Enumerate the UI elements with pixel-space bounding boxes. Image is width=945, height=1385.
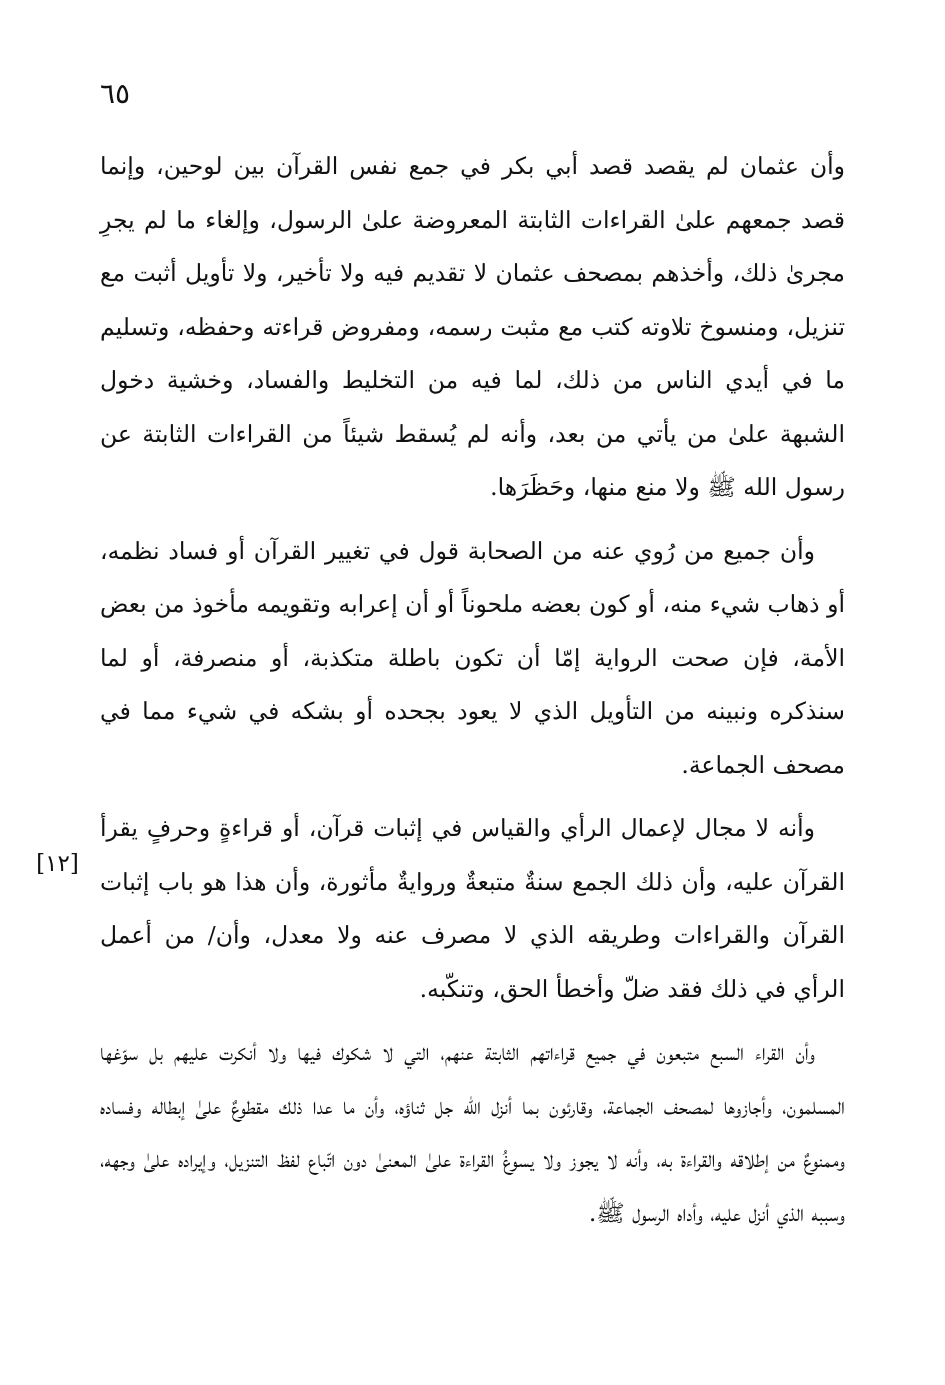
paragraph-1: وأن عثمان لم يقصد قصد أبي بكر في جمع نفس القرآن بين لوحين، وإنما قصد جمعهم علىٰ القراءات الثابتة المعروضة علىٰ الرسول، وإلغاء ما لم يجرِ مجرىٰ ذلك، وأخذهم بمصحف عثمان لا تقديم فيه ولا تأخير، ولا تأويل أثبت مع تنزيل، ومنسوخ تلاوته كتب مع مثبت رسمه، ومفروض قراءته وحفظه، وتسليم ما في أيدي الناس من ذلك، لما فيه من التخليط والفساد، وخشية دخول الشبهة علىٰ من يأتي من بعد، وأنه لم يُسقط شيئاً من القراءات الثابتة عن رسول الله ﷺ ولا منع منها، وحَظَرَها.: [100, 152, 845, 501]
page-number: ٦٥: [100, 77, 131, 110]
paragraph-3: وأنه لا مجال لإعمال الرأي والقياس في إثبات قرآن، أو قراءةٍ وحرفٍ يقرأ القرآن عليه، وأن ذلك الجمع سنةٌ متبعةٌ وروايةٌ مأثورة، وأن هذا هو باب إثبات القرآن والقراءات وطريقه الذي لا مصرف عنه ولا معدل، وأن/ من أعمل الرأي في ذلك فقد ضلّ وأخطأ الحق، وتنكّبه.: [100, 814, 845, 1003]
paragraph-2: وأن جميع من رُوي عنه من الصحابة قول في تغيير القرآن أو فساد نظمه، أو ذهاب شيء منه، أو كون بعضه ملحوناً أو أن إعرابه وتقويمه مأخوذ من بعض الأمة، فإن صحت الرواية إمّا أن تكون باطلة متكذبة، أو منصرفة، أو لما سنذكره ونبينه من التأويل الذي لا يعود بجحده أو بشكه في شيء مما في مصحف الجماعة.: [99, 536, 845, 779]
body-text: [100, 140, 845, 1250]
margin-folio-note: [١٢]: [36, 851, 79, 877]
paragraph-4: وأن القراء السبع متبعون في جميع قراءاتهم الثابتة عنهم، التي لا شكوك فيها ولا أنكرت عليهم بل سوّغها المسلمون، وأجازوها لمصحف الجماعة، وقارئون بما أنزل الله جل ثناؤه، وأن ما عدا ذلك مقطوعٌ علىٰ إبطاله وفساده وممنوعٌ من إطلاقه والقراءة به، وأنه لا يجوز ولا يسوغُ القراءة علىٰ المعنىٰ دون اتّباع لفظ التنزيل، وإيراده علىٰ وجهه، وسببه الذي أنزل عليه، وأداه الرسول ﷺ.: [100, 1038, 845, 1227]
